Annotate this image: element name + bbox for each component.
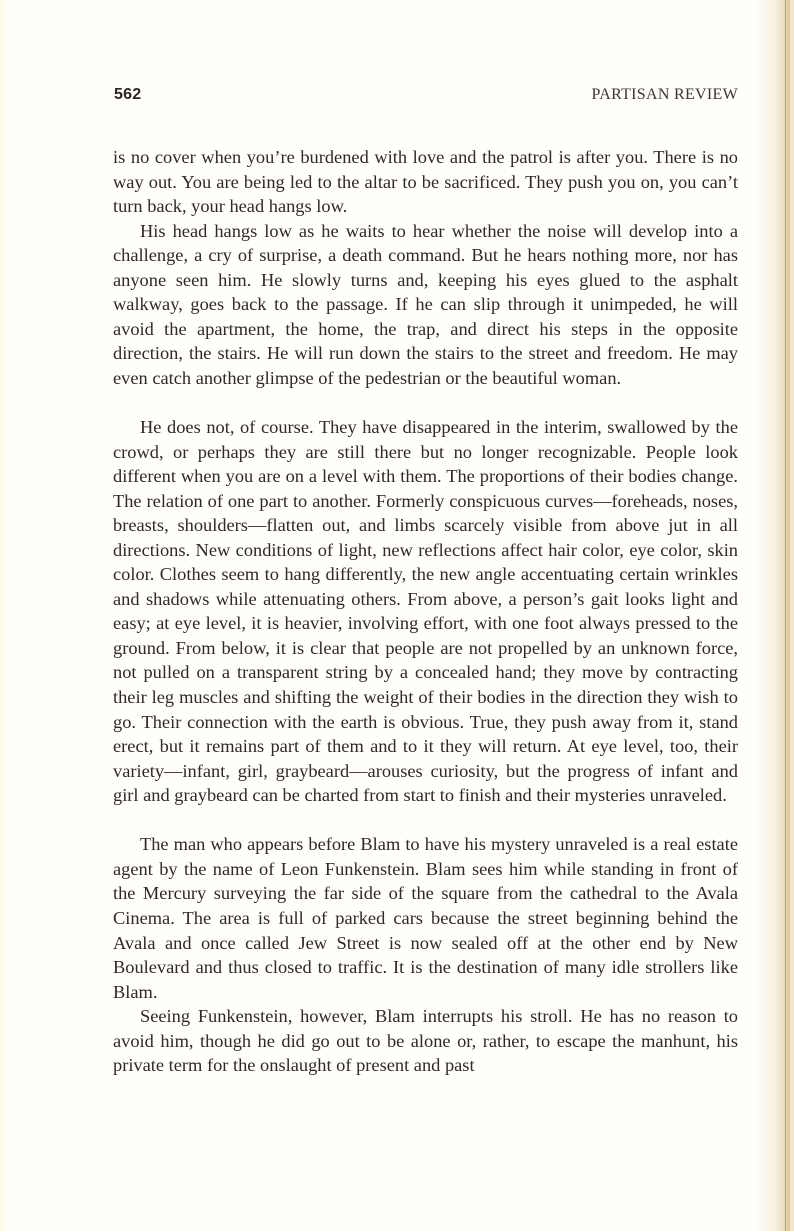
page-left-edge-shading xyxy=(0,0,10,1231)
page-right-edge-line xyxy=(785,0,787,1231)
paragraph-last: Seeing Funkenstein, however, Blam interrupts his stroll. He has no reason to avoid him, though he did go out to be alone or, rather, to escape the manhunt, his private term for the onslaught of present and past xyxy=(113,1006,738,1076)
paragraph-section-start: The man who appears before Blam to have his mystery unraveled is a real estate agent by the name of Leon Funkenstein. Blam sees him while standing in front of the Mercury surveying the far side of the square from the cathedral to the Avala Cinema. The area is full of parked cars because the street beginning behind the Avala and once called Jew Street is now sealed off at the other end by New Boulevard and thus closed to traffic. It is the destination of many idle strollers like Blam. xyxy=(113,834,738,1002)
body-text xyxy=(113,145,738,1078)
page-right-edge-binding xyxy=(754,0,794,1231)
journal-title: PARTISAN REVIEW xyxy=(591,86,738,103)
running-head xyxy=(114,86,738,110)
paragraph-continuation: is no cover when you’re burdened with love and the patrol is after you. There is no way out. You are being led to the altar to be sacrificed. They push you on, you can’t turn back, your head hangs low. xyxy=(113,147,738,217)
paragraph: His head hangs low as he waits to hear whether the noise will develop into a challenge, a cry of surprise, a death command. But he hears nothing more, nor has anyone seen him. He slowly turns and, keeping his eyes glued to the asphalt walkway, goes back to the passage. If he can slip through it unimpeded, he will avoid the apartment, the home, the trap, and direct his steps in the opposite direction, the stairs. He will run down the stairs to the street and freedom. He may even catch another glimpse of the pedestrian or the beautiful woman. xyxy=(113,220,738,388)
paragraph-section-start: He does not, of course. They have disappeared in the interim, swallowed by the crowd, or perhaps they are still there but no longer recognizable. People look different when you are on a level with them. The proportions of their bodies change. The relation of one part to another. Formerly conspicuous curves—foreheads, noses, breasts, shoulders—flatten out, and limbs scarcely visible from above jut in all directions. New conditions of light, new reflections affect hair color, eye color, skin color. Clothes seem to hang differently, the new angle accentuating certain wrinkles and shadows while attenuating others. From above, a person’s gait looks light and easy; at eye level, it is heavier, involving effort, with one foot always pressed to the ground. From below, it is clear that people are not propelled by an unknown force, not pulled on a transparent string by a concealed hand; they move by contracting their leg muscles and shifting the weight of their bodies in the direction they wish to go. Their connection with the earth is obvious. True, they push away from it, stand erect, but it remains part of them and to it they will return. At eye level, too, their variety—infant, girl, graybeard—arouses curiosity, but the progress of infant and girl and graybeard can be charted from start to finish and their mysteries unraveled. xyxy=(113,417,738,806)
page-number: 562 xyxy=(114,86,142,103)
